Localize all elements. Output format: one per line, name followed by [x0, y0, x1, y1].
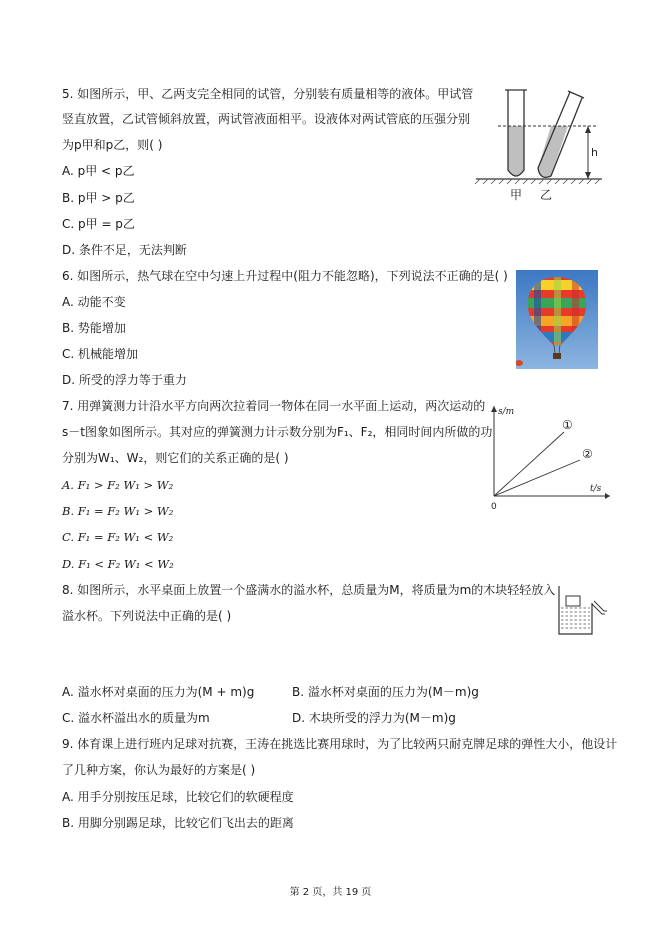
q9-option-b: B. 用脚分别踢足球，比较它们飞出去的距离 [62, 816, 294, 830]
q6-option-a: A. 动能不变 [62, 295, 126, 309]
figure-label-yi: 乙 [540, 188, 553, 202]
axis-label-t: t/s [590, 484, 602, 494]
q7-line-2: s－t图象如图所示。其对应的弹簧测力计示数分别为F₁、F₂，相同时间内所做的功 [62, 425, 493, 439]
line-1-label: ① [562, 418, 573, 432]
q7-option-d: D. F₁ < F₂ W₁ < W₂ [62, 557, 174, 571]
q5-option-b: B. p甲 > p乙 [62, 191, 135, 205]
q8-option-c: C. 溢水杯溢出水的质量为m [62, 711, 210, 725]
q7-line-1: 7. 用弹簧测力计沿水平方向两次拉着同一物体在同一水平面上运动，两次运动的 [62, 399, 486, 413]
q9-option-a: A. 用手分别按压足球，比较它们的软硬程度 [62, 790, 294, 804]
hot-air-balloon-photo [516, 270, 598, 369]
q8-option-b: B. 溢水杯对桌面的压力为(M－m)g [292, 685, 479, 699]
axis-label-s: s/m [498, 407, 515, 417]
q5-line-2: 竖直放置，乙试管倾斜放置，两试管液面相平。设液体对两试管底的压强分别 [62, 112, 471, 126]
origin-label: 0 [491, 502, 497, 512]
q5-option-a: A. p甲 < p乙 [62, 164, 135, 178]
q6-option-c: C. 机械能增加 [62, 347, 139, 361]
q6-option-b: B. 势能增加 [62, 321, 126, 335]
q5-option-d: D. 条件不足，无法判断 [62, 243, 187, 257]
q6-option-d: D. 所受的浮力等于重力 [62, 373, 187, 387]
q8-option-a: A. 溢水杯对桌面的压力为(M + m)g [62, 685, 255, 699]
q5-option-c: C. p甲 = p乙 [62, 217, 135, 231]
q5-line-1: 5. 如图所示，甲、乙两支完全相同的试管，分别装有质量相等的液体。甲试管 [62, 87, 474, 101]
q9-line-1: 9. 体育课上进行班内足球对抗赛，王涛在挑选比赛用球时，为了比较两只耐克牌足球的弹性大小，他设计 [62, 737, 618, 751]
q5-line-3: 为p甲和p乙，则( ) [62, 138, 163, 152]
q8-line-2: 溢水杯。下列说法中正确的是( ) [62, 609, 232, 623]
q7-option-a: A. F₁ > F₂ W₁ > W₂ [62, 478, 174, 492]
q8-line-1: 8. 如图所示，水平桌面上放置一个盛满水的溢水杯，总质量为M，将质量为m的木块轻轻放入 [62, 583, 556, 597]
q6-line-1: 6. 如图所示，热气球在空中匀速上升过程中(阻力不能忽略)，下列说法不正确的是( ) [62, 269, 508, 283]
figure-label-jia: 甲 [510, 188, 523, 202]
test-tubes-figure [474, 86, 606, 204]
q9-line-2: 了几种方案，你认为最好的方案是( ) [62, 763, 256, 777]
q7-option-c: C. F₁ = F₂ W₁ < W₂ [62, 530, 174, 544]
s-t-graph-figure [486, 400, 614, 512]
q8-option-d: D. 木块所受的浮力为(M－m)g [292, 711, 456, 725]
line-2-label: ② [582, 447, 593, 461]
overflow-cup-figure [554, 582, 608, 638]
page-footer: 第 2 页，共 19 页 [289, 887, 372, 898]
q7-option-b: B. F₁ = F₂ W₁ > W₂ [62, 504, 174, 518]
figure-label-h: h [591, 146, 598, 159]
q7-line-3: 分别为W₁、W₂，则它们的关系正确的是( ) [62, 451, 289, 465]
